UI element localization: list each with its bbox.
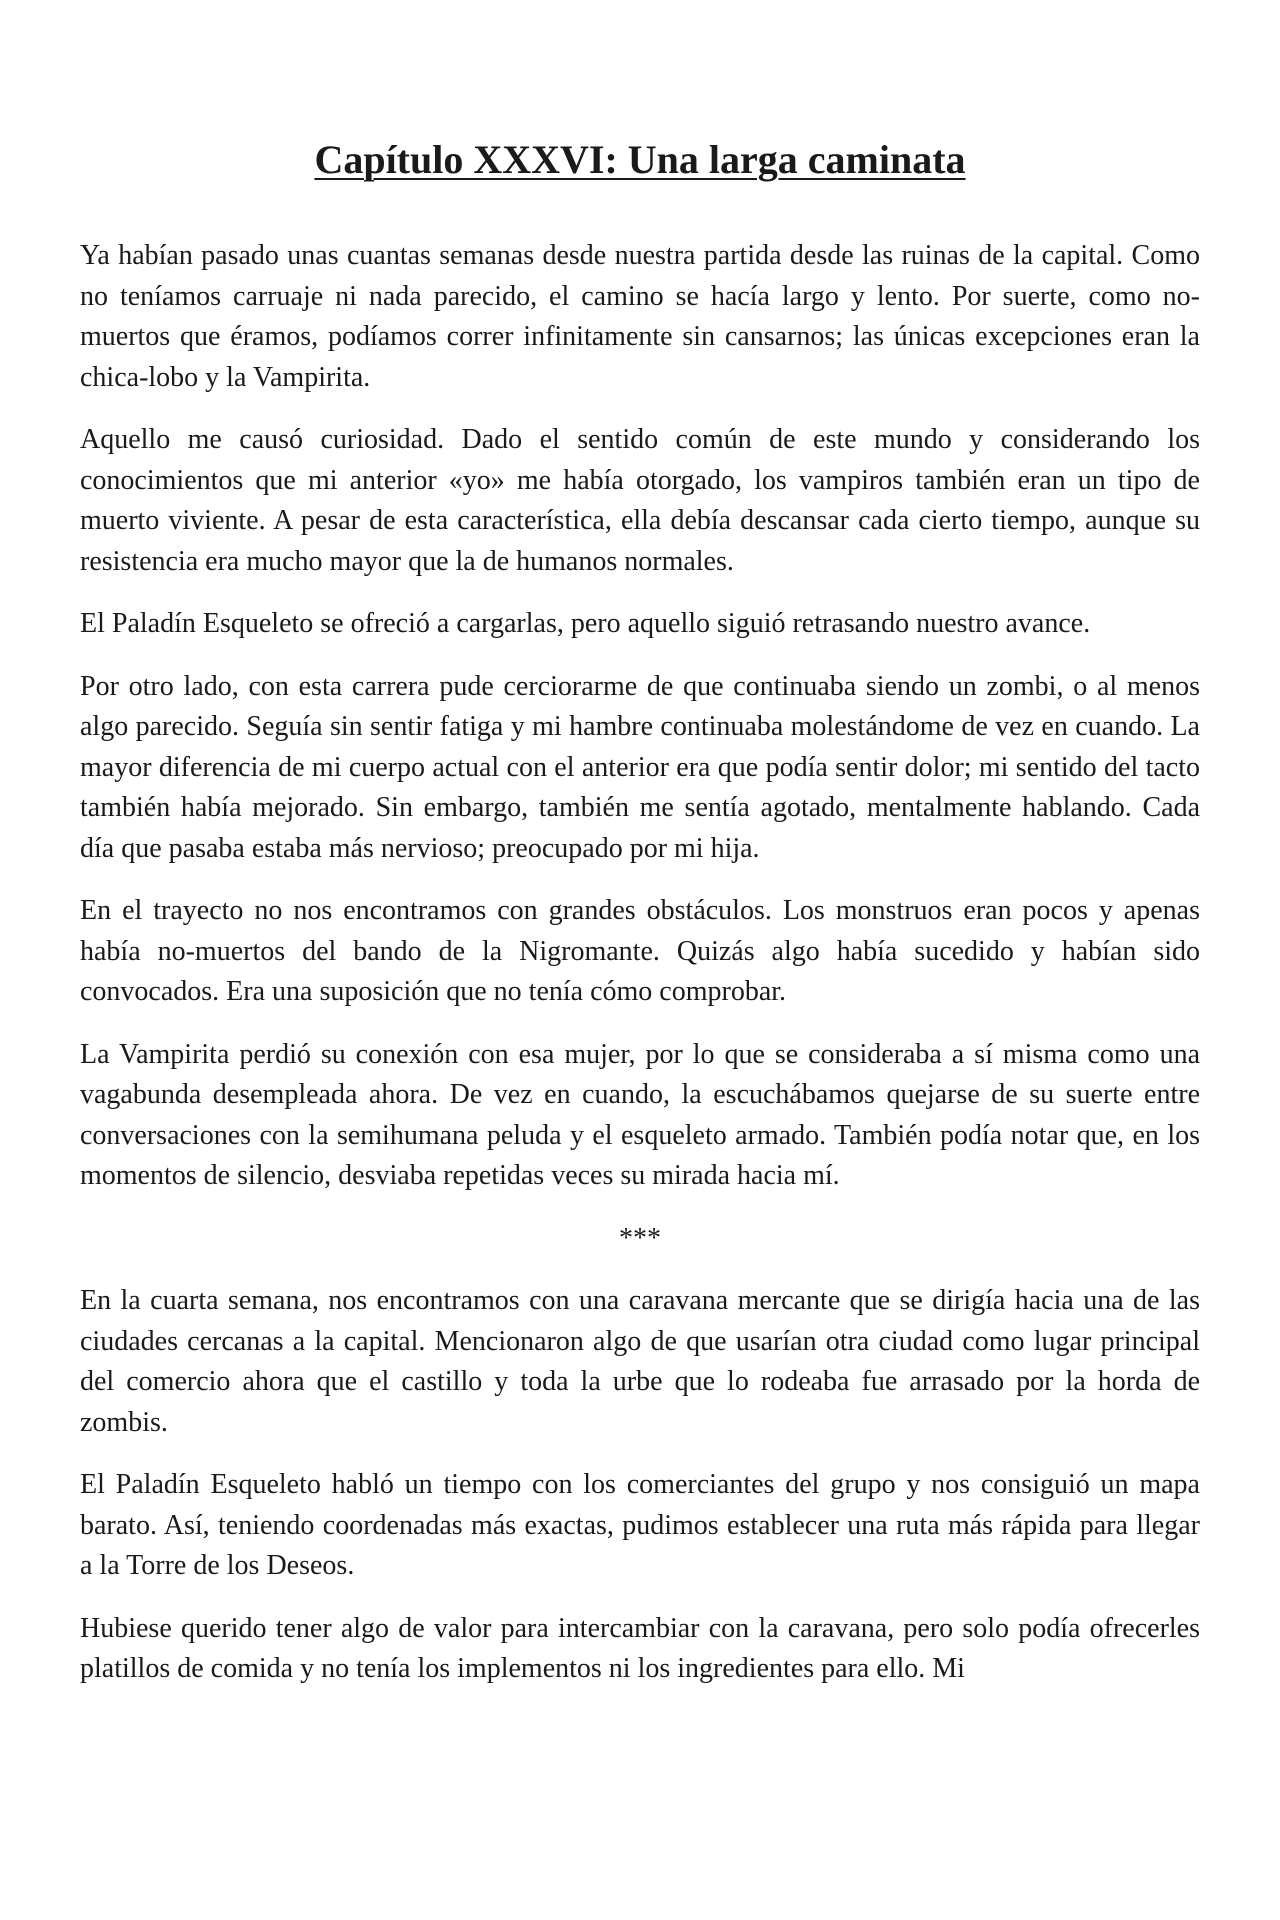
paragraph-1: Ya habían pasado unas cuantas semanas desde nuestra partida desde las ruinas de la capital. Como no teníamos carruaje ni nada parecido, el camino se hacía largo y lento. Por suerte, como no-muertos que éramos, podíamos correr infinitamente sin cansarnos; las únicas excepciones eran la chica-lobo y la Vampirita.: [80, 240, 1200, 393]
paragraph-5: En el trayecto no nos encontramos con grandes obstáculos. Los monstruos eran pocos y apenas había no-muertos del bando de la Nigromante. Quizás algo había sucedido y habían sido convocados. Era una suposición que no tenía cómo comprobar.: [80, 895, 1200, 1007]
paragraph-7: En la cuarta semana, nos encontramos con una caravana mercante que se dirigía hacia una de las ciudades cercanas a la capital. Mencionaron algo de que usarían otra ciudad como lugar principal del comercio ahora que el castillo y toda la urbe que lo rodeaba fue arrasado por la horda de zombis.: [80, 1285, 1200, 1438]
paragraph-9: Hubiese querido tener algo de valor para intercambiar con la caravana, pero solo podía ofrecerles platillos de comida y no tenía los implementos ni los ingredientes para ello. Mi: [80, 1612, 1200, 1684]
paragraph-2: Aquello me causó curiosidad. Dado el sentido común de este mundo y considerando los conocimientos que mi anterior «yo» me había otorgado, los vampiros también eran un tipo de muerto viviente. A pesar de esta característica, ella debía descansar cada cierto tiempo, aunque su resistencia era mucho mayor que la de humanos normales.: [80, 424, 1200, 577]
scene-separator: ***: [619, 1222, 661, 1254]
paragraph-3: El Paladín Esqueleto se ofreció a cargarlas, pero aquello siguió retrasando nuestro avance.: [80, 608, 1091, 639]
paragraph-6: La Vampirita perdió su conexión con esa mujer, por lo que se consideraba a sí misma como una vagabunda desempleada ahora. De vez en cuando, la escuchábamos quejarse de su suerte entre conversaciones con la semihumana peluda y el esqueleto armado. También podía notar que, en los momentos de silencio, desviaba repetidas veces su mirada hacia mí.: [80, 1038, 1200, 1191]
paragraph-4: Por otro lado, con esta carrera pude cerciorarme de que continuaba siendo un zombi, o al menos algo parecido. Seguía sin sentir fatiga y mi hambre continuaba molestándome de vez en cuando. La mayor diferencia de mi cuerpo actual con el anterior era que podía sentir dolor; mi sentido del tacto también había mejorado. Sin embargo, también me sentía agotado, mentalmente hablando. Cada día que pasaba estaba más nervioso; preocupado por mi hija.: [80, 670, 1200, 864]
paragraph-8: El Paladín Esqueleto habló un tiempo con los comerciantes del grupo y nos consiguió un mapa barato. Así, teniendo coordenadas más exactas, pudimos establecer una ruta más rápida para llegar a la Torre de los Deseos.: [80, 1469, 1200, 1581]
chapter-title: Capítulo XXXVI: Una larga caminata: [314, 137, 966, 182]
